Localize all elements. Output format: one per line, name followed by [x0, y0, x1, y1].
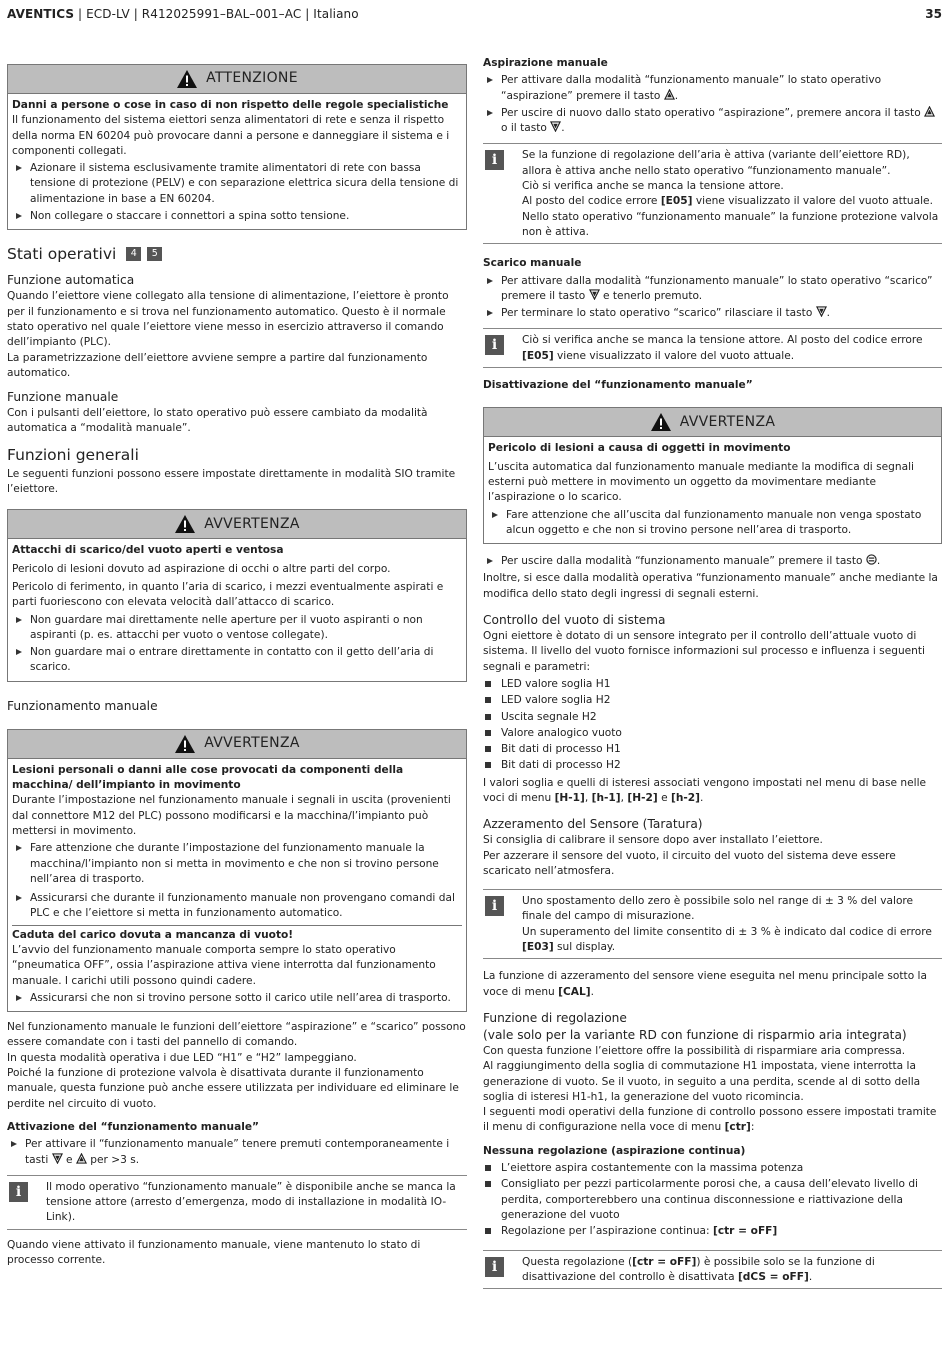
info-icon: i — [9, 1182, 28, 1202]
error-code: [E03] — [522, 941, 554, 954]
warning-subtitle: Caduta del carico dovuta a mancanza di vuoto! — [12, 928, 294, 941]
error-code: [E05] — [522, 349, 554, 362]
warning-text: L’uscita automatica dal funzionamento manuale mediante la modifica di segnali esterni può mettere in movimento un oggetto da movimentare mediante l’aspirazione o lo scarico. — [488, 460, 914, 504]
section-heading-stati: Stati operativi 4 5 — [7, 244, 467, 264]
warning-subtitle: Lesioni personali o danni alle cose provocati da componenti della macchina/ dell’impianto in movimento — [12, 763, 404, 792]
scarico-key-icon — [52, 1153, 63, 1164]
list-item: Per terminare lo stato operativo “scarico” rilasciare il tasto . — [483, 306, 942, 321]
paragraph: Con i pulsanti dell’eiettore, lo stato operativo può essere cambiato da modalità automatica a “modalità manuale”. — [7, 407, 428, 435]
list-item: Assicurarsi che durante il funzionamento manuale non provengano comandi dal PLC e che l’eiettore si metta in funzionamento automatico. — [12, 891, 462, 922]
list-item: Valore analogico vuoto — [483, 726, 942, 741]
info-note: i Uno spostamento dello zero è possibile solo nel range di ± 3 % del valore finale del campo di misurazione. Un superamento del limite consentito di ± 3 % è indicato dal codice di errore [E03] sul display. — [483, 889, 942, 959]
subheading-bold: Nessuna regolazione (aspirazione continua) — [483, 1144, 746, 1157]
warning-title: AVVERTENZA — [679, 413, 776, 430]
warning-subtitle: Attacchi di scarico/del vuoto aperti e ventosa — [12, 544, 284, 557]
info-note: i Il modo operativo “funzionamento manuale” è disponibile anche se manca la tensione attore (arresto d’emergenza, modo di installazione in modalità IO-Link). — [7, 1175, 467, 1230]
info-note: i Se la funzione di regolazione dell’aria è attiva (variante dell’eiettore RD), allora è attiva anche nello stato operativo “funzionamento manuale”. Ciò si verifica anche se manca la tensione attore. Al posto del codice errore [E05] viene visualizzato il valore del vuoto attuale. Nello stato operativo “funzionamento manuale” la funzione protezione valvola non è attiva. — [483, 143, 942, 244]
list-item: Non collegare o staccare i connettori a spina sotto tensione. — [12, 209, 462, 224]
paragraph: Con questa funzione l’eiettore offre la possibilità di risparmiare aria compressa. — [483, 1044, 906, 1057]
header-doc-info: | ECD-LV | R412025991–BAL–001–AC | Italiano — [74, 7, 359, 21]
warning-text: Il funzionamento del sistema eiettori senza alimentatori di rete e senza il rispetto della norma EN 60204 può provocare danni a persone e danneggiare il sistema e i componenti collegati. — [12, 114, 450, 157]
list-item: Bit dati di processo H2 — [483, 758, 942, 773]
scarico-key-icon — [550, 121, 561, 132]
paragraph: I valori soglia e quelli di isteresi associati vengono impostati nel menu di base nelle voci di menu [H-1], [h-1], [H-2] e [h-2]. — [483, 776, 927, 804]
warning-text: Durante l’impostazione nel funzionamento manuale i segnali in uscita (provenienti dal connettore M12 del PLC) possono modificarsi e la macchina/l’impianto può mettersi in movimento. — [12, 794, 451, 837]
paragraph: La funzione di azzeramento del sensore viene eseguita nel menu principale sotto la voce di menu [CAL]. — [483, 970, 927, 998]
aspirazione-key-icon — [664, 89, 675, 100]
list-item: Per uscire di nuovo dallo stato operativo “aspirazione”, premere ancora il tasto o il tasto . — [483, 106, 942, 137]
warning-icon — [650, 412, 672, 432]
paragraph: Le seguenti funzioni possono essere impostate direttamente in modalità SIO tramite l’eiettore. — [7, 467, 456, 496]
warning-icon — [174, 514, 196, 534]
list-item: Consigliato per pezzi particolarmente porosi che, a causa dell’elevato livello di perdita, comporterebbero una continua disconnessione e riattivazione della generazione del vuoto — [483, 1177, 942, 1223]
list-item: Bit dati di processo H1 — [483, 742, 942, 757]
warning-subtitle: Danni a persone o cose in caso di non rispetto delle regole specialistiche — [12, 99, 449, 111]
right-column — [483, 56, 942, 1297]
warning-box-avvertenza — [7, 509, 467, 681]
warning-text: Pericolo di ferimento, in quanto l’aria di scarico, i mezzi eventualmente aspirati e parti fuoriescono con elevata velocità dall’attacco di scarico. — [12, 580, 444, 609]
paragraph: La parametrizzazione dell’eiettore avviene sempre a partire dal funzionamento automatico. — [7, 351, 428, 379]
figure-ref: 5 — [147, 247, 162, 261]
info-icon: i — [485, 896, 504, 916]
warning-title: AVVERTENZA — [204, 515, 300, 532]
error-code: [E05] — [660, 195, 693, 208]
paragraph: Poiché la funzione di protezione valvola è disattivata durante il funzionamento manuale, questa funzione può anche essere utilizzata per individuare ed eliminare le perdite nel circuito di vuoto. — [7, 1067, 459, 1110]
list-item: LED valore soglia H2 — [483, 693, 942, 708]
info-icon: i — [485, 335, 504, 355]
scarico-key-icon — [816, 306, 827, 317]
subheading: (vale solo per la variante RD con funzione di risparmio aria integrata) — [483, 1027, 907, 1042]
list-item: LED valore soglia H1 — [483, 677, 942, 692]
menu-key-icon — [866, 554, 877, 565]
paragraph: Si consiglia di calibrare il sensore dopo aver installato l’eiettore. — [483, 834, 823, 847]
warning-icon — [176, 69, 198, 89]
list-item: Fare attenzione che durante l’impostazione del funzionamento manuale la macchina/l’impianto non si metta in movimento e che non si trovino persone nell’area di trasporto. — [12, 841, 462, 887]
subheading: Azzeramento del Sensore (Taratura) — [483, 817, 703, 832]
warning-text: L’avvio del funzionamento manuale comporta sempre lo stato operativo “pneumatica OFF”, ossia l’aspirazione attiva viene interrotta dal funzionamento manuale. I carichi utili possono quindi cadere. — [12, 943, 436, 987]
paragraph: Quando viene attivato il funzionamento manuale, viene mantenuto lo stato di processo corrente. — [7, 1238, 421, 1267]
aspirazione-key-icon — [924, 106, 935, 117]
paragraph: Inoltre, si esce dalla modalità operativa “funzionamento manuale” anche mediante la modifica dello stato degli ingressi di segnali esterni. — [483, 572, 938, 600]
scarico-key-icon — [589, 289, 600, 300]
paragraph: I seguenti modi operativi della funzione di controllo possono essere impostati tramite il menu di configurazione nella voce di menu [ctr]: — [483, 1106, 937, 1134]
subheading: Funzione automatica — [7, 273, 135, 288]
left-column — [7, 56, 467, 1268]
info-note: i Questa regolazione ([ctr = oFF]) è possibile solo se la funzione di disattivazione del controllo è disattivata [dCS = oFF]. — [483, 1250, 942, 1290]
subheading: Funzione di regolazione — [483, 1010, 627, 1025]
subheading-bold: Aspirazione manuale — [483, 57, 608, 69]
list-item: Per attivare il “funzionamento manuale” tenere premuti contemporaneamente i tasti e per >3 s. — [7, 1137, 467, 1168]
subheading-bold: Disattivazione del “funzionamento manuale” — [483, 379, 753, 392]
brand: AVENTICS — [7, 7, 75, 21]
subheading: Controllo del vuoto di sistema — [483, 613, 666, 628]
paragraph: Quando l’eiettore viene collegato alla tensione di alimentazione, l’eiettore è pronto per il funzionamento e si trova nel funzionamento automatico. Questo è il normale stato operativo nel quale l’eiettore viene messo in esercizio attraverso il comando dell’impianto (PLC). — [7, 290, 449, 349]
warning-icon — [174, 734, 196, 754]
figure-ref: 4 — [126, 247, 141, 261]
warning-box-avvertenza — [7, 729, 467, 1012]
list-item: Azionare il sistema esclusivamente tramite alimentatori di rete con bassa tensione di protezione (PELV) e con separazione elettrica sicura della tensione di alimentazione in base a EN 60204. — [12, 161, 462, 207]
subheading-bold: Attivazione del “funzionamento manuale” — [7, 1120, 260, 1133]
list-item: L’eiettore aspira costantemente con la massima potenza — [483, 1161, 942, 1176]
warning-box-attenzione — [7, 64, 467, 230]
list-item: Non guardare mai direttamente nelle aperture per il vuoto aspiranti o non aspiranti (p. es. attacchi per vuoto o ventose collegate). — [12, 613, 462, 644]
list-item: Per attivare dalla modalità “funzionamento manuale” lo stato operativo “scarico” premere il tasto e tenerlo premuto. — [483, 274, 942, 305]
list-item: Per attivare dalla modalità “funzionamento manuale” lo stato operativo “aspirazione” premere il tasto . — [483, 73, 942, 104]
warning-text: Pericolo di lesioni dovuto ad aspirazione di occhi o altre parti del corpo. — [12, 562, 391, 575]
list-item: Non guardare mai o entrare direttamente in contatto con il getto dell’aria di scarico. — [12, 645, 462, 676]
warning-title: AVVERTENZA — [204, 735, 300, 752]
warning-box-avvertenza — [483, 407, 942, 544]
warning-subtitle: Pericolo di lesioni a causa di oggetti in movimento — [488, 442, 791, 455]
subheading-bold: Scarico manuale — [483, 257, 582, 270]
paragraph: Per azzerare il sensore del vuoto, il circuito del vuoto del sistema deve essere scaricato nell’atmosfera. — [483, 849, 896, 877]
subheading: Funzionamento manuale — [7, 698, 158, 713]
warning-title: ATTENZIONE — [206, 70, 298, 87]
page-header — [7, 7, 359, 22]
paragraph: Al raggiungimento della soglia di commutazione H1 impostata, viene interrotta la generazione di vuoto. Se il vuoto, in seguito a una perdita, scende al di sotto della soglia di isteresi H1-h1, la generazione del vuoto ricomincia. — [483, 1060, 921, 1103]
subheading: Funzione manuale — [7, 390, 119, 405]
info-note: i Ciò si verifica anche se manca la tensione attore. Al posto del codice errore [E05] viene visualizzato il valore del vuoto attuale. — [483, 328, 942, 368]
list-item: Per uscire dalla modalità “funzionamento manuale” premere il tasto . — [483, 554, 942, 569]
info-icon: i — [485, 1257, 504, 1277]
aspirazione-key-icon — [76, 1153, 87, 1164]
paragraph: Nel funzionamento manuale le funzioni dell’eiettore “aspirazione” e “scarico” possono essere comandate con i tasti del pannello di comando. — [7, 1021, 466, 1049]
section-heading: Funzioni generali — [7, 445, 139, 464]
list-item: Uscita segnale H2 — [483, 710, 942, 725]
page-number: 35 — [925, 7, 942, 21]
list-item: Fare attenzione che all’uscita dal funzionamento manuale non venga spostato alcun oggetto e che non si trovino persone nell’area di trasporto. — [488, 508, 937, 539]
info-icon: i — [485, 150, 504, 170]
list-item: Regolazione per l’aspirazione continua: [ctr = oFF] — [483, 1224, 942, 1239]
paragraph: Ogni eiettore è dotato di un sensore integrato per il controllo dell’attuale vuoto di sistema. Il livello del vuoto fornisce informazioni sul processo e influenza i seguenti segnali e parametri: — [483, 630, 925, 673]
paragraph: In questa modalità operativa i due LED “H1” e “H2” lampeggiano. — [7, 1051, 357, 1064]
list-item: Assicurarsi che non si trovino persone sotto il carico utile nell’area di trasporto. — [12, 991, 462, 1006]
